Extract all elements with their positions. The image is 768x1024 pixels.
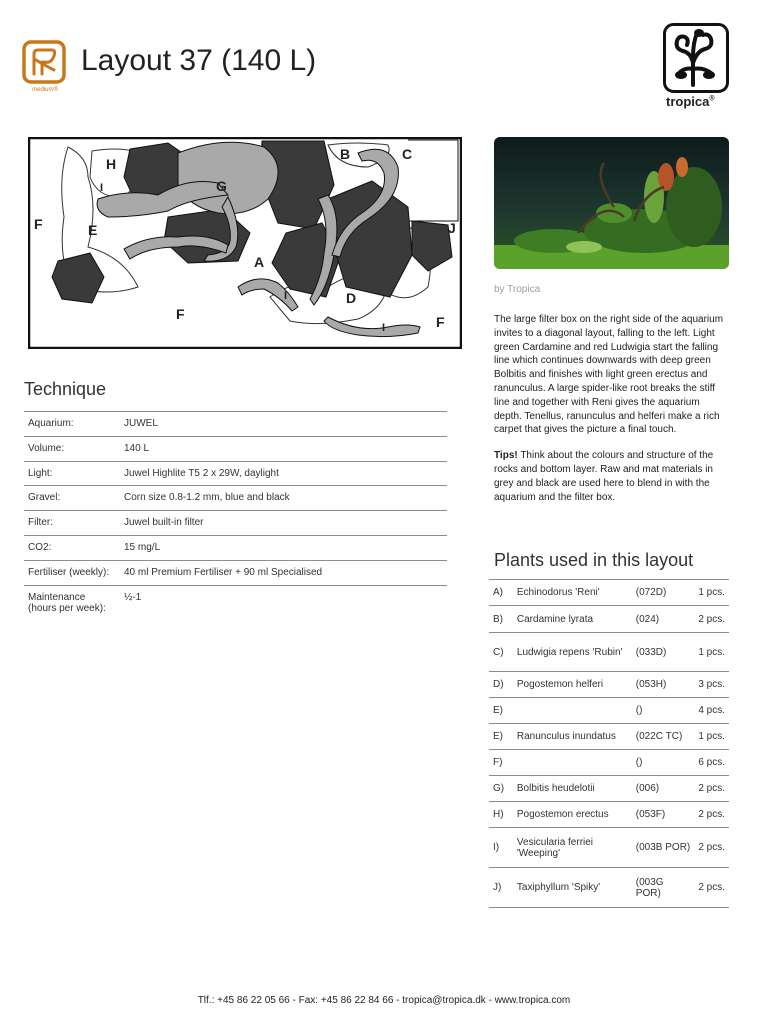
plant-letter: A) <box>489 580 513 606</box>
plant-letter: E) <box>489 698 513 724</box>
technique-value: 140 L <box>120 436 447 461</box>
plants-table <box>489 579 729 908</box>
technique-value: Juwel Highlite T5 2 x 29W, daylight <box>120 461 447 486</box>
footer-contact: Tlf.: +45 86 22 05 66 - Fax: +45 86 22 84 66 - tropica@tropica.dk - www.tropica.com <box>197 995 571 1006</box>
plant-row <box>489 672 729 698</box>
plant-letter: J) <box>489 868 513 908</box>
plant-quantity: 3 pcs. <box>694 672 729 698</box>
medium-level-label: medium® <box>32 87 58 93</box>
plant-name <box>513 698 632 724</box>
plant-quantity: 2 pcs. <box>694 776 729 802</box>
technique-value: Juwel built-in filter <box>120 511 447 536</box>
plant-quantity: 4 pcs. <box>694 698 729 724</box>
plant-code: (072D) <box>632 580 695 606</box>
sketch-label-i: I <box>382 322 386 334</box>
plant-code: (024) <box>632 606 695 633</box>
plant-row <box>489 828 729 868</box>
technique-row <box>24 535 447 560</box>
technique-row <box>24 412 447 437</box>
plant-quantity: 6 pcs. <box>694 750 729 776</box>
plant-name: Ranunculus inundatus <box>513 724 632 750</box>
technique-label: Maintenance (hours per week): <box>24 585 120 614</box>
description-paragraph: The large filter box on the right side of the aquarium invites to a diagonal layout, falling to the left. Light green Cardamine and red Ludwigia start the falling line which continues downwards with deep green Bolbitis and finishes with light green erectus and ranunculus. A large spider-like root breaks the stiff line and together with Reni gives the aquarium depth. Tenellus, ranunculus and helferi make a rich carpet that gives the picture a final touch. <box>494 314 724 436</box>
layout-description <box>494 313 730 516</box>
plant-row <box>489 724 729 750</box>
plant-letter: G) <box>489 776 513 802</box>
technique-label: CO2: <box>24 535 120 560</box>
plant-letter: F) <box>489 750 513 776</box>
plant-code: (003B POR) <box>632 828 695 868</box>
tips-label: Tips! <box>494 450 518 462</box>
plant-name: Echinodorus 'Reni' <box>513 580 632 606</box>
plant-row <box>489 776 729 802</box>
plant-name: Taxiphyllum 'Spiky' <box>513 868 632 908</box>
sketch-label-d: D <box>346 290 357 306</box>
plant-row <box>489 802 729 828</box>
plant-row <box>489 633 729 672</box>
plant-quantity: 1 pcs. <box>694 633 729 672</box>
technique-row <box>24 560 447 585</box>
plant-letter: I) <box>489 828 513 868</box>
sketch-label-c: C <box>402 146 413 162</box>
plant-code: (006) <box>632 776 695 802</box>
photo-credit: by Tropica <box>494 284 541 295</box>
plant-row <box>489 580 729 606</box>
sketch-label-i: I <box>100 182 104 194</box>
plant-row <box>489 606 729 633</box>
medium-level-logo <box>22 40 66 86</box>
plant-quantity: 1 pcs. <box>694 580 729 606</box>
sketch-label-f: F <box>34 216 43 232</box>
plant-name: Cardamine lyrata <box>513 606 632 633</box>
sketch-label-i: I <box>284 290 288 302</box>
tropica-wordmark: tropica® <box>666 94 715 109</box>
plant-letter: C) <box>489 633 513 672</box>
technique-label: Volume: <box>24 436 120 461</box>
plant-row <box>489 750 729 776</box>
technique-row <box>24 511 447 536</box>
technique-row <box>24 436 447 461</box>
plant-code: (053H) <box>632 672 695 698</box>
plant-code: () <box>632 698 695 724</box>
page-title: Layout 37 (140 L) <box>81 44 317 77</box>
plant-quantity: 2 pcs. <box>694 802 729 828</box>
technique-label: Fertiliser (weekly): <box>24 560 120 585</box>
technique-label: Aquarium: <box>24 412 120 437</box>
sketch-label-b: B <box>340 146 351 162</box>
tropica-logo <box>663 23 729 93</box>
technique-row <box>24 585 447 614</box>
sketch-label-f: F <box>176 306 185 322</box>
technique-value: ½-1 <box>120 585 447 614</box>
plant-letter: H) <box>489 802 513 828</box>
technique-heading: Technique <box>24 379 107 399</box>
technique-table <box>24 411 447 614</box>
technique-label: Filter: <box>24 511 120 536</box>
technique-value: 15 mg/L <box>120 535 447 560</box>
sketch-label-h: H <box>106 156 117 172</box>
sketch-label-a: A <box>254 254 265 270</box>
sketch-label-f: F <box>436 314 445 330</box>
technique-row <box>24 461 447 486</box>
plant-name: Vesicularia ferriei 'Weeping' <box>513 828 632 868</box>
layout-sketch <box>28 137 462 349</box>
plant-name <box>513 750 632 776</box>
technique-label: Light: <box>24 461 120 486</box>
plant-quantity: 2 pcs. <box>694 828 729 868</box>
plants-heading: Plants used in this layout <box>494 550 694 570</box>
sketch-label-e: E <box>88 222 98 238</box>
technique-value: 40 ml Premium Fertiliser + 90 ml Specialised <box>120 560 447 585</box>
technique-row <box>24 486 447 511</box>
aquarium-photo <box>494 137 729 269</box>
plant-letter: D) <box>489 672 513 698</box>
plant-name: Pogostemon helferi <box>513 672 632 698</box>
plant-row <box>489 868 729 908</box>
technique-value: JUWEL <box>120 412 447 437</box>
plant-name: Bolbitis heudelotii <box>513 776 632 802</box>
plant-name: Pogostemon erectus <box>513 802 632 828</box>
plant-letter: E) <box>489 724 513 750</box>
sketch-label-g: G <box>216 178 227 194</box>
plant-name: Ludwigia repens 'Rubin' <box>513 633 632 672</box>
technique-value: Corn size 0.8-1.2 mm, blue and black <box>120 486 447 511</box>
plant-code: (053F) <box>632 802 695 828</box>
plant-code: () <box>632 750 695 776</box>
tips-text: Think about the colours and structure of the rocks and bottom layer. Raw and mat materials in grey and black are used here to blend in with the aquarium and the filter box. <box>494 450 714 503</box>
plant-row <box>489 698 729 724</box>
tips-paragraph <box>494 449 730 504</box>
plant-quantity: 2 pcs. <box>694 868 729 908</box>
plant-code: (033D) <box>632 633 695 672</box>
plant-letter: B) <box>489 606 513 633</box>
plant-code: (022C TC) <box>632 724 695 750</box>
plant-quantity: 1 pcs. <box>694 724 729 750</box>
plant-quantity: 2 pcs. <box>694 606 729 633</box>
sketch-label-j: J <box>448 220 456 236</box>
technique-label: Gravel: <box>24 486 120 511</box>
plant-code: (003G POR) <box>632 868 695 908</box>
